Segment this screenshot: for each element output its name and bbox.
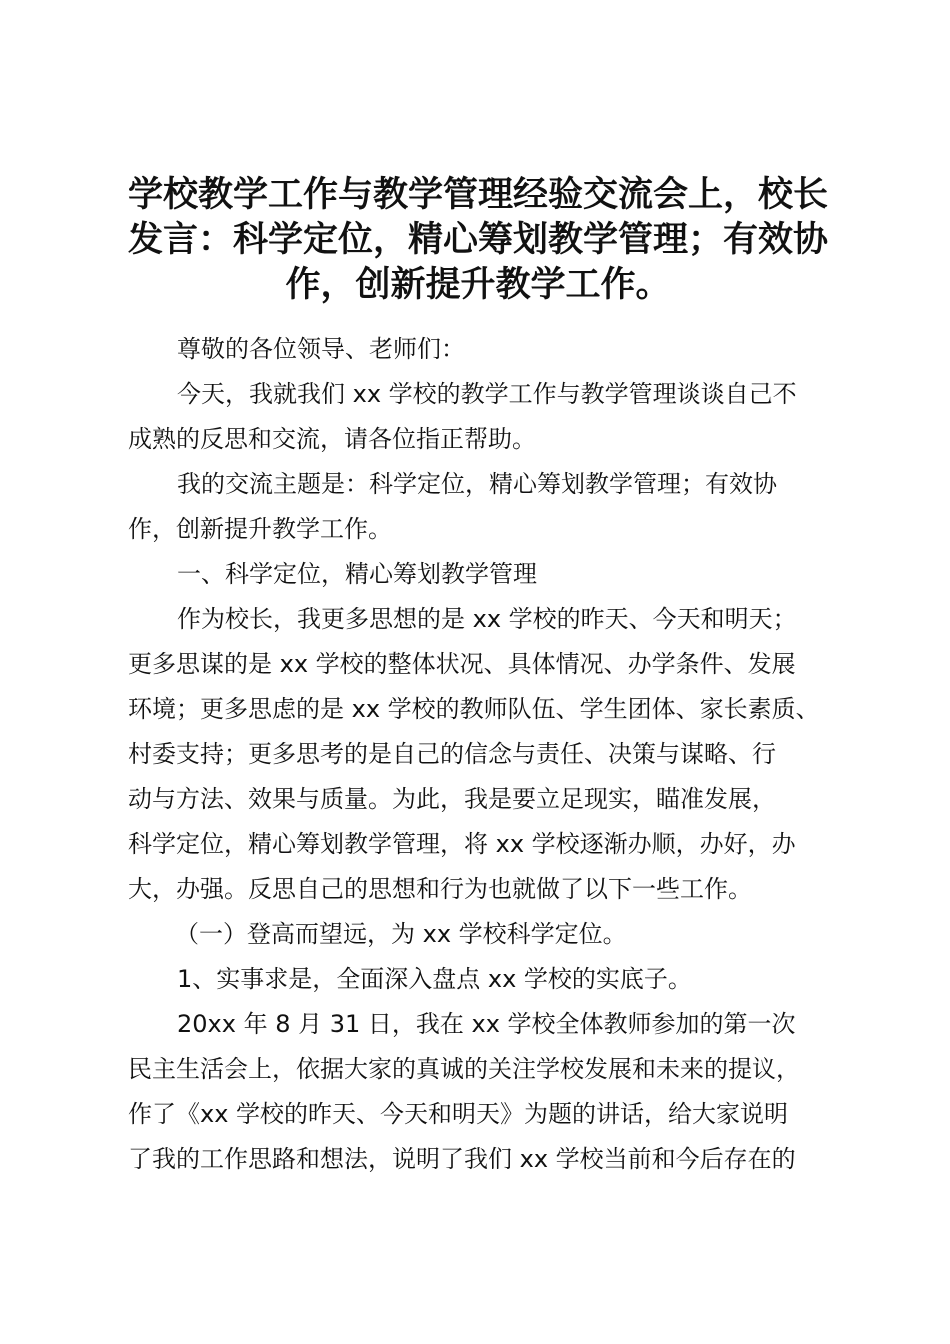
title-line: 作，创新提升教学工作。 [285,265,671,305]
paragraph-line: 动与方法、效果与质量。为此，我是要立足现实，瞄准发展， [128,785,776,813]
paragraph-line: 了我的工作思路和想法，说明了我们 xx 学校当前和今后存在的 [128,1145,796,1173]
paragraph-line: 作了《xx 学校的昨天、今天和明天》为题的讲话，给大家说明 [128,1100,789,1128]
paragraph-line: 今天，我就我们 xx 学校的教学工作与教学管理谈谈自己不 [177,380,797,408]
paragraph-line: 我的交流主题是：科学定位，精心筹划教学管理；有效协 [177,470,777,498]
salutation: 尊敬的各位领导、老师们： [177,335,465,363]
paragraph-line: 20xx 年 8 月 31 日，我在 xx 学校全体教师参加的第一次 [177,1010,796,1038]
paragraph-line: 科学定位，精心筹划教学管理，将 xx 学校逐渐办顺，办好，办 [128,830,796,858]
paragraph-line: 作，创新提升教学工作。 [128,515,392,543]
section-heading: 一、科学定位，精心筹划教学管理 [177,560,537,588]
paragraph-line: 民主生活会上，依据大家的真诚的关注学校发展和未来的提议， [128,1055,800,1083]
subsection-heading: （一）登高而望远，为 xx 学校科学定位。 [175,920,627,948]
paragraph-line: 大，办强。反思自己的思想和行为也就做了以下一些工作。 [128,875,752,903]
subsection-heading: 1、实事求是，全面深入盘点 xx 学校的实底子。 [177,965,692,993]
paragraph-line: 村委支持；更多思考的是自己的信念与责任、决策与谋略、行 [128,740,776,768]
title-line: 学校教学工作与教学管理经验交流会上，校长 [127,175,828,215]
paragraph-line: 成熟的反思和交流，请各位指正帮助。 [128,425,536,453]
document-title [120,168,836,303]
paragraph-line: 环境；更多思虑的是 xx 学校的教师队伍、学生团体、家长素质、 [128,695,820,723]
paragraph-line: 作为校长，我更多思想的是 xx 学校的昨天、今天和明天； [177,605,797,633]
paragraph-line: 更多思谋的是 xx 学校的整体状况、具体情况、办学条件、发展 [128,650,796,678]
document-body [128,327,854,1182]
title-line: 发言：科学定位，精心筹划教学管理；有效协 [127,220,828,260]
